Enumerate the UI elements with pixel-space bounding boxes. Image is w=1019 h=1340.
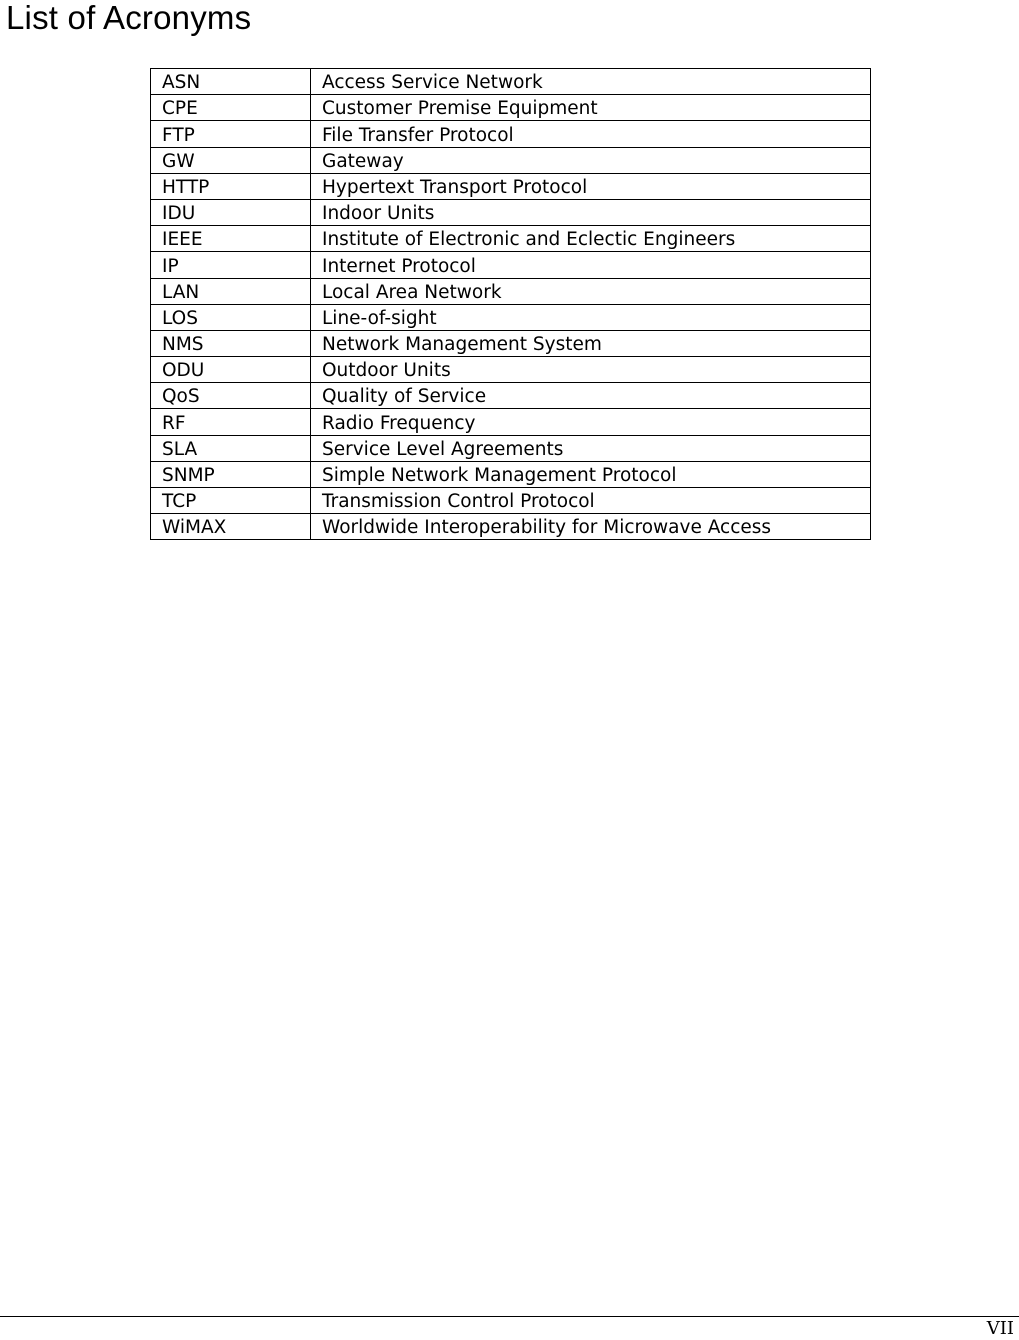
acronym-row <box>151 383 871 409</box>
acronym-abbreviation: GW <box>151 147 311 173</box>
acronym-row <box>151 330 871 356</box>
acronym-meaning: Local Area Network <box>311 278 871 304</box>
acronym-row <box>151 147 871 173</box>
acronym-abbreviation: SLA <box>151 435 311 461</box>
acronym-row <box>151 435 871 461</box>
acronym-abbreviation: IEEE <box>151 226 311 252</box>
acronym-abbreviation: LOS <box>151 304 311 330</box>
acronym-meaning: File Transfer Protocol <box>311 121 871 147</box>
acronym-abbreviation: QoS <box>151 383 311 409</box>
acronym-meaning: Access Service Network <box>311 69 871 95</box>
acronym-meaning: Transmission Control Protocol <box>311 488 871 514</box>
acronym-abbreviation: RF <box>151 409 311 435</box>
acronym-abbreviation: NMS <box>151 330 311 356</box>
acronym-meaning: Network Management System <box>311 330 871 356</box>
acronym-row <box>151 514 871 540</box>
acronym-table-body <box>151 69 871 540</box>
acronym-meaning: Internet Protocol <box>311 252 871 278</box>
page-title: List of Acronyms <box>6 0 252 36</box>
acronym-meaning: Service Level Agreements <box>311 435 871 461</box>
acronym-row <box>151 95 871 121</box>
acronym-row <box>151 357 871 383</box>
acronym-row <box>151 409 871 435</box>
acronym-meaning: Gateway <box>311 147 871 173</box>
acronym-abbreviation: HTTP <box>151 173 311 199</box>
acronym-row <box>151 69 871 95</box>
acronym-row <box>151 199 871 225</box>
acronym-row <box>151 252 871 278</box>
acronym-abbreviation: WiMAX <box>151 514 311 540</box>
acronym-abbreviation: IP <box>151 252 311 278</box>
acronym-row <box>151 461 871 487</box>
acronym-abbreviation: SNMP <box>151 461 311 487</box>
acronym-meaning: Hypertext Transport Protocol <box>311 173 871 199</box>
acronym-abbreviation: ASN <box>151 69 311 95</box>
acronym-meaning: Outdoor Units <box>311 357 871 383</box>
acronym-meaning: Institute of Electronic and Eclectic Engineers <box>311 226 871 252</box>
acronym-abbreviation: IDU <box>151 199 311 225</box>
acronym-abbreviation: ODU <box>151 357 311 383</box>
acronym-row <box>151 226 871 252</box>
acronym-row <box>151 173 871 199</box>
acronym-meaning: Radio Frequency <box>311 409 871 435</box>
acronym-abbreviation: LAN <box>151 278 311 304</box>
acronym-meaning: Customer Premise Equipment <box>311 95 871 121</box>
acronym-row <box>151 488 871 514</box>
acronym-table <box>150 68 871 540</box>
acronym-meaning: Worldwide Interoperability for Microwave Access <box>311 514 871 540</box>
acronym-row <box>151 278 871 304</box>
acronym-abbreviation: CPE <box>151 95 311 121</box>
footer-divider <box>0 1316 1019 1317</box>
acronym-meaning: Line-of-sight <box>311 304 871 330</box>
acronym-meaning: Simple Network Management Protocol <box>311 461 871 487</box>
acronym-abbreviation: FTP <box>151 121 311 147</box>
acronym-row <box>151 121 871 147</box>
acronym-meaning: Indoor Units <box>311 199 871 225</box>
acronym-meaning: Quality of Service <box>311 383 871 409</box>
acronym-abbreviation: TCP <box>151 488 311 514</box>
acronym-row <box>151 304 871 330</box>
page-number: VII <box>986 1318 1014 1339</box>
